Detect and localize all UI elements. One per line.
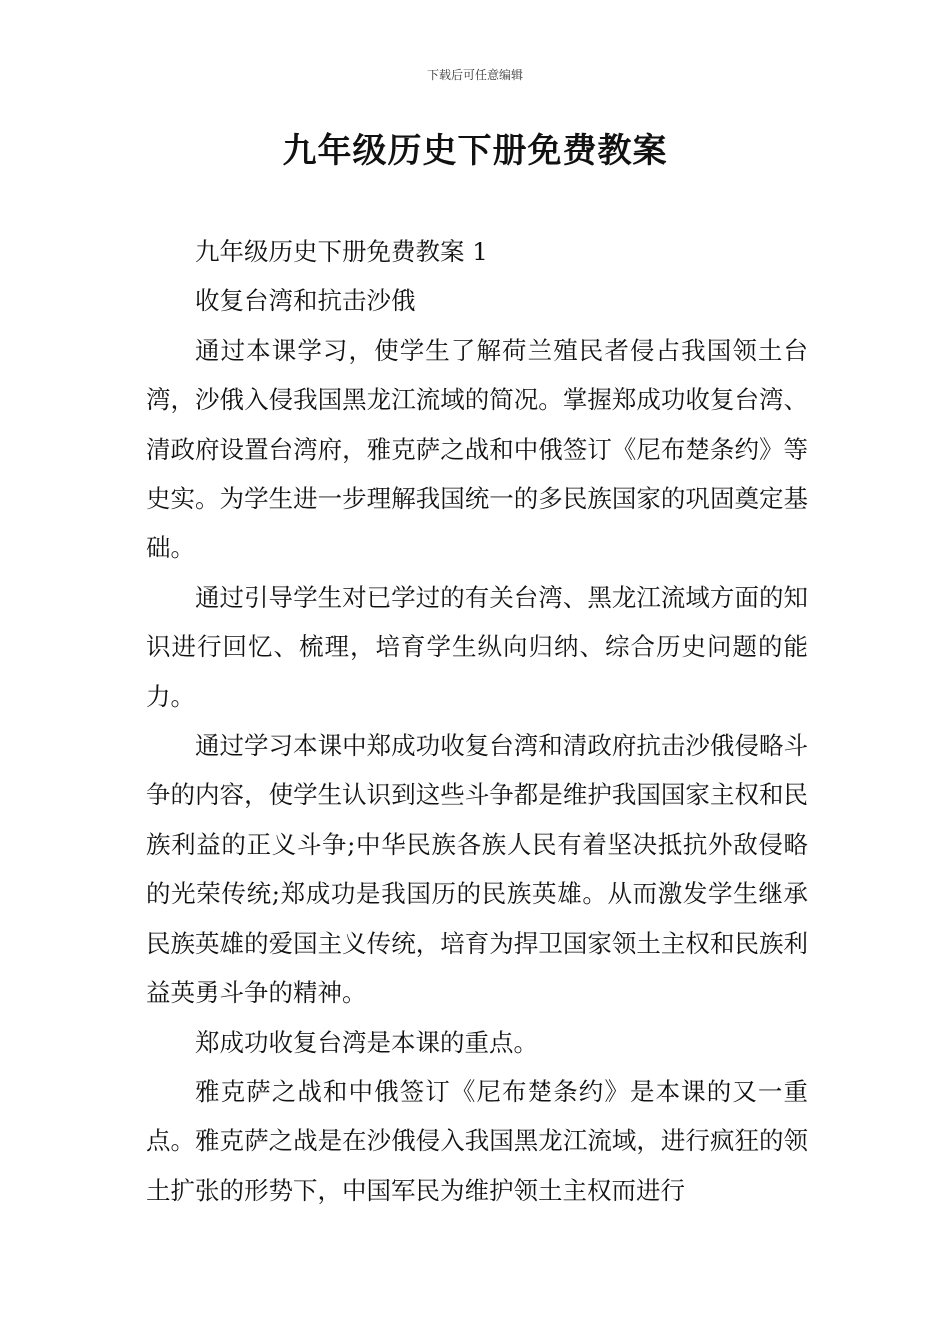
- lesson-title: 收复台湾和抗击沙俄: [195, 286, 416, 316]
- header-note: 下载后可任意编辑: [426, 68, 523, 82]
- body-paragraph: 郑成功收复台湾是本课的重点。: [195, 1027, 538, 1057]
- body-paragraph: 通过引导学生对已学过的有关台湾、黑龙江流域方面的知识进行回忆、梳理，培育学生纵向归纳、综合历史问题的能力。: [146, 582, 808, 711]
- body-paragraph: 雅克萨之战和中俄签订《尼布楚条约》是本课的又一重点。雅克萨之战是在沙俄侵入我国黑龙江流域，进行疯狂的领土扩张的形势下，中国军民为维护领土主权而进行: [146, 1076, 808, 1205]
- body-paragraph: 通过本课学习，使学生了解荷兰殖民者侵占我国领土台湾，沙俄入侵我国黑龙江流域的简况。掌握郑成功收复台湾、清政府设置台湾府，雅克萨之战和中俄签订《尼布楚条约》等史实。为学生进一步理解我国统一的多民族国家的巩固奠定基础。: [146, 335, 808, 563]
- section-heading: 九年级历史下册免费教案 1: [195, 237, 488, 266]
- document-title: 九年级历史下册免费教案: [282, 131, 668, 171]
- document-body: [146, 227, 808, 1215]
- body-paragraph: 通过学习本课中郑成功收复台湾和清政府抗击沙俄侵略斗争的内容，使学生认识到这些斗争都是维护我国国家主权和民族利益的正义斗争;中华民族各族人民有着坚决抵抗外敌侵略的光荣传统;郑成功是我国历的民族英雄。从而激发学生继承民族英雄的爱国主义传统，培育为捍卫国家领土主权和民族利益英勇斗争的精神。: [146, 731, 808, 1008]
